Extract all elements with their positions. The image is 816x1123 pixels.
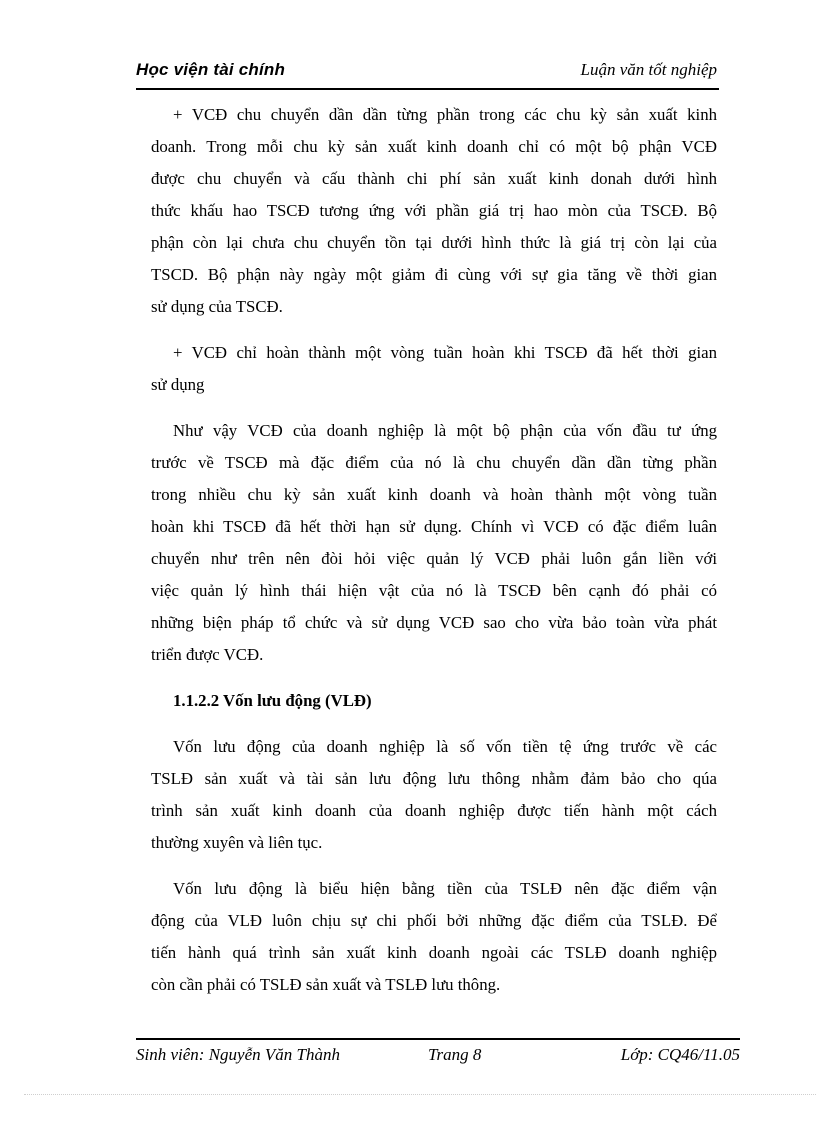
page-number: Trang 8 bbox=[428, 1045, 482, 1064]
paragraph-1 bbox=[151, 99, 717, 323]
text-line: hoàn khi TSCĐ đã hết thời hạn sử dụng. Chính vì VCĐ có đặc điểm luân bbox=[151, 517, 717, 536]
paragraph-3 bbox=[151, 415, 717, 671]
text-line: tiến hành quá trình sản xuất kinh doanh ngoài các TSLĐ doanh nghiệp bbox=[151, 943, 717, 962]
text-line: triển được VCĐ. bbox=[151, 645, 264, 664]
text-line: trước về TSCĐ mà đặc điểm của nó là chu chuyển dần dần từng phần bbox=[151, 453, 717, 472]
page-footer bbox=[136, 1038, 740, 1072]
text-line: được chu chuyển và cấu thành chi phí sản xuất kinh donah dưới hình bbox=[151, 169, 717, 188]
text-line: Vốn lưu động của doanh nghiệp là số vốn tiền tệ ứng trước về các bbox=[173, 737, 717, 756]
paragraph-2 bbox=[151, 337, 717, 401]
text-line: TSLĐ sản xuất và tài sản lưu động lưu thông nhằm đảm bảo cho qúa bbox=[151, 769, 717, 788]
text-line: trong nhiều chu kỳ sản xuất kinh doanh và hoàn thành một vòng tuần bbox=[151, 485, 717, 504]
text-line: động của VLĐ luôn chịu sự chi phối bởi những đặc điểm của TSLĐ. Để bbox=[151, 911, 717, 930]
text-line: doanh. Trong mỗi chu kỳ sản xuất kinh doanh chỉ có một bộ phận VCĐ bbox=[151, 137, 717, 156]
paragraph-4 bbox=[151, 731, 717, 859]
text-line: sử dụng của TSCĐ. bbox=[151, 297, 283, 316]
text-line: trình sản xuất kinh doanh của doanh nghiệp được tiến hành một cách bbox=[151, 801, 717, 820]
text-line: Như vậy VCĐ của doanh nghiệp là một bộ phận của vốn đầu tư ứng bbox=[173, 421, 717, 440]
text-line: thức khấu hao TSCĐ tương ứng với phần giá trị hao mòn của TSCĐ. Bộ bbox=[151, 201, 717, 220]
document-type: Luận văn tốt nghiệp bbox=[580, 60, 717, 79]
text-line: việc quản lý hình thái hiện vật của nó là TSCĐ bên cạnh đó phải có bbox=[151, 581, 717, 600]
text-line: sử dụng bbox=[151, 375, 205, 394]
text-line: + VCĐ chu chuyển dần dần từng phần trong các chu kỳ sản xuất kinh bbox=[173, 105, 717, 124]
class-code: Lớp: CQ46/11.05 bbox=[620, 1045, 740, 1064]
text-line: + VCĐ chỉ hoàn thành một vòng tuần hoàn khi TSCĐ đã hết thời gian bbox=[173, 343, 717, 362]
text-line: còn cần phải có TSLĐ sản xuất và TSLĐ lưu thông. bbox=[151, 975, 501, 994]
institution-name: Học viện tài chính bbox=[136, 60, 286, 79]
section-heading: 1.1.2.2 Vốn lưu động (VLĐ) bbox=[173, 691, 372, 710]
text-line: phận còn lại chưa chu chuyển tồn tại dưới hình thức là giá trị còn lại của bbox=[151, 233, 717, 252]
student-name: Sinh viên: Nguyễn Văn Thành bbox=[136, 1045, 340, 1064]
page-edge-divider bbox=[24, 1094, 816, 1095]
page-body bbox=[151, 99, 717, 1015]
text-line: TSCD. Bộ phận này ngày một giảm đi cùng với sự gia tăng về thời gian bbox=[151, 265, 717, 284]
text-line: thường xuyên và liên tục. bbox=[151, 833, 323, 852]
text-line: chuyển như trên nên đòi hỏi việc quản lý VCĐ phải luôn gắn liền với bbox=[151, 549, 717, 568]
text-line: Vốn lưu động là biểu hiện bằng tiền của TSLĐ nên đặc điểm vận bbox=[173, 879, 717, 898]
paragraph-5 bbox=[151, 873, 717, 1001]
page-header bbox=[136, 56, 719, 90]
text-line: những biện pháp tổ chức và sử dụng VCĐ sao cho vừa bảo toàn vừa phát bbox=[151, 613, 717, 632]
